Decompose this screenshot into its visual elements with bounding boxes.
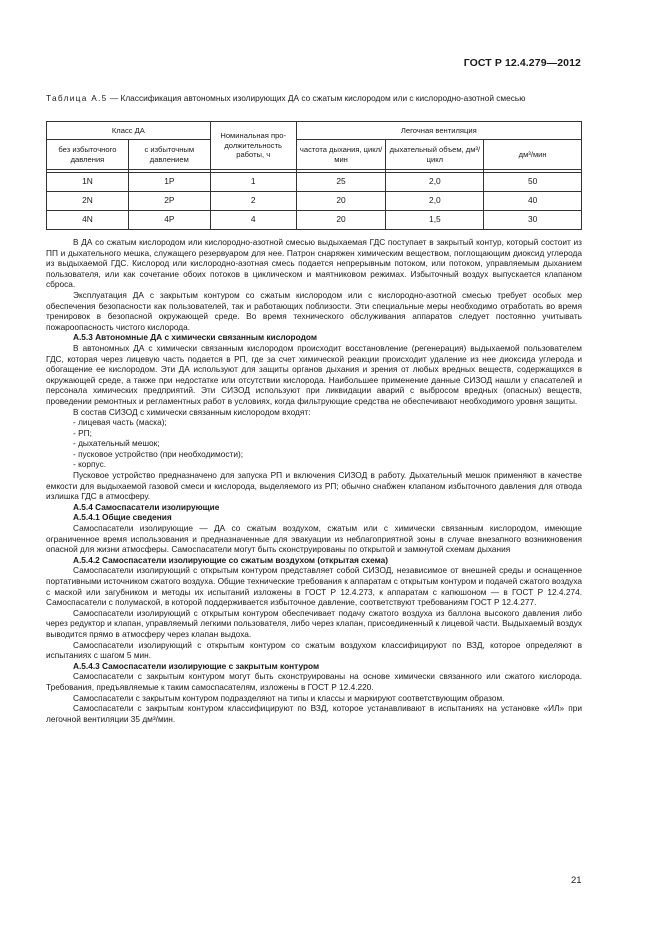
table-cell: 4P (128, 211, 210, 230)
paragraph: В ДА со сжатым кислородом или кислородно-азотной смесью выдыхаемая ГДС поступает в закрытый контур, который состоит из ПП и дыхательного мешка, служащего резервуаром для нее. Патрон снаряжен химическим веществом, поглощающим диоксид углерода из выдыхаемой ГДС. Кислород или кислородно-азотная смесь подается непрерывным потоком, или потоком, управляемым дыханием пользователя, или как сочетание обоих потоков в циклическом и маятниковом режимах. Избыточный воздух выпускается клапаном сброса. (46, 237, 582, 290)
table-cell: 2 (210, 192, 296, 211)
table-cell: 2,0 (386, 173, 484, 192)
table-cell: 1N (47, 173, 129, 192)
list-item: - РП; (73, 427, 92, 438)
table-cell: 20 (296, 192, 386, 211)
table-cell: 40 (484, 192, 582, 211)
paragraph: Самоспасатели изолирующий с открытым контуром обеспечивает подачу сжатого воздуха из баллона высокого давления либо через редуктор и клапан, управляемый легкими пользователя, либо через клапан, присоединенный к лицевой части. Выдыхаемый воздух выводится прямо в атмосферу через клапан выдоха. (46, 607, 582, 639)
paragraph: Эксплуатация ДА с закрытым контуром со сжатым кислородом или с кислородно-азотной смесью требует особых мер обеспечения безопасности как пользователей, так и работающих поблизости. Эти специальные меры необходимо отработать во время тренировок в безопасной окружающей среде. Во время технического обслуживания аппаратов следует постоянно учитывать пожароопасность чистого кислорода. (46, 289, 582, 332)
section-heading: А.5.3 Автономные ДА с химически связанным кислородом (73, 332, 317, 343)
paragraph: В состав СИЗОД с химически связанным кислородом входят: (73, 406, 311, 417)
paragraph: Самоспасатели изолирующий с открытым контуром представляет собой СИЗОД, независимое от внешней среды и оснащенное портативными источником сжатого воздуха. Общие технические требования к аппаратам с открытым контуром и подачей сжатого воздуха с маской или загубником и методы их испытаний изложены в ГОСТ Р 12.4.273, к аппаратам с капюшоном — в ГОСТ Р 12.4.274. Самоспасатели с полумаской, в которой поддерживается избыточное давление, соответствуют требованиям ГОСТ Р 12.4.277. (46, 565, 582, 608)
table-cell: 50 (484, 173, 582, 192)
list-item: - пусковое устройство (при необходимости); (73, 448, 244, 459)
table-row (47, 211, 582, 230)
header-nominal-time: Номинальная продолжительность работы, ч (210, 122, 296, 170)
section-heading: А.5.4.2 Самоспасатели изолирующие со сжатым воздухом (открытая схема) (73, 554, 389, 565)
header-frequency: частота дыхания, цикл/мин (296, 140, 386, 170)
table-cell: 25 (296, 173, 386, 192)
table-caption-label: Таблица А.5 (46, 93, 108, 103)
header-volume: дыхательный объем, дм³/цикл (386, 140, 484, 170)
page-number: 21 (571, 875, 582, 886)
list-item: - лицевая часть (маска); (73, 417, 167, 428)
body-text (46, 237, 582, 724)
table-caption-text: — Классификация автономных изолирующих ДА со сжатым кислородом или с кислородно-азотной смесью (107, 93, 526, 103)
table-cell: 4 (210, 211, 296, 230)
table-row (47, 173, 582, 192)
classification-table (46, 121, 582, 230)
paragraph: Самоспасатели изолирующий с открытым контуром со сжатым воздухом классифицируют по ВЗД, которое определяют в испытаниях с шагом 5 мин. (46, 639, 582, 661)
paragraph: В автономных ДА с химически связанным кислородом происходит восстановление (регенерация) выдыхаемой пользователем ГДС, которая через лицевую часть подается в РП, где за счет химической реакции происходит удаление из нее диоксида углерода и обогащение ее кислородом. Эти ДА используют для защиты органов дыхания и зрения от любых вредных веществ, содержащихся в окружающей среде, а также при недостатке или отсутствии кислорода. Наибольшее применение данные СИЗОД нашли у спасателей и персонала химических предприятий. Эти СИЗОД используют при ликвидации аварий с выбросом вредных (опасных) веществ, проведении ремонтных и регламентных работ в условиях, когда фильтрующие средства не обеспечивают необходимого уровня защиты. (46, 342, 582, 406)
table-cell: 4N (47, 211, 129, 230)
header-flow: дм³/мин (484, 140, 582, 170)
header-excess: с избыточным давлением (128, 140, 210, 170)
table-cell: 30 (484, 211, 582, 230)
section-heading: А.5.4 Самоспасатели изолирующие (73, 501, 220, 512)
list-item: - дыхательный мешок; (73, 438, 160, 449)
table-row (47, 192, 582, 211)
paragraph: Самоспасатели с закрытым контуром классифицируют по ВЗД, которое устанавливают в испытаниях на установке «ИЛ» при легочной вентиляции 35 дм³/мин. (46, 703, 582, 724)
section-heading: А.5.4.1 Общие сведения (73, 512, 172, 523)
table-cell: 1,5 (386, 211, 484, 230)
paragraph: Самоспасатели изолирующие — ДА со сжатым воздухом, сжатым или с химически связанным кислородом, имеющие ограниченное время использования и предназначенные для эвакуации из неблагоприятной зоны в случае внезапного возникновения опасной для жизни атмосферы. Самоспасатели могут быть сконструированы по открытой и замкнутой схемам дыхания (46, 523, 582, 555)
paragraph: Самоспасатели с закрытым контуром могут быть сконструированы на основе химически связанного или сжатого кислорода. Требования, предъявляемые к таким самоспасателям, изложены в ГОСТ Р 12.4.220. (46, 671, 582, 692)
table-caption (46, 93, 582, 104)
table-cell: 20 (296, 211, 386, 230)
list-item: - корпус. (73, 459, 107, 470)
paragraph: Самоспасатели с закрытым контуром подразделяют на типы и классы и маркируют соответствующим образом. (73, 692, 505, 703)
table-cell: 2,0 (386, 192, 484, 211)
table-cell: 2N (47, 192, 129, 211)
document-header: ГОСТ Р 12.4.279—2012 (463, 57, 581, 69)
table-cell: 1 (210, 173, 296, 192)
table-cell: 1P (128, 173, 210, 192)
header-ventilation: Легочная вентиляция (296, 122, 581, 140)
header-class: Класс ДА (47, 122, 211, 140)
section-heading: А.5.4.3 Самоспасатели изолирующие с закрытым контуром (73, 660, 320, 671)
table-cell: 2P (128, 192, 210, 211)
header-no-excess: без избыточного давления (47, 140, 129, 170)
paragraph: Пусковое устройство предназначено для запуска РП и включения СИЗОД в работу. Дыхательный мешок применяют в качестве емкости для выдыхаемой газовой смеси и кислорода, выделяемого из РП; обычно снабжен клапаном избыточного давления для отвода излишка ГДС в атмосферу. (46, 470, 582, 502)
